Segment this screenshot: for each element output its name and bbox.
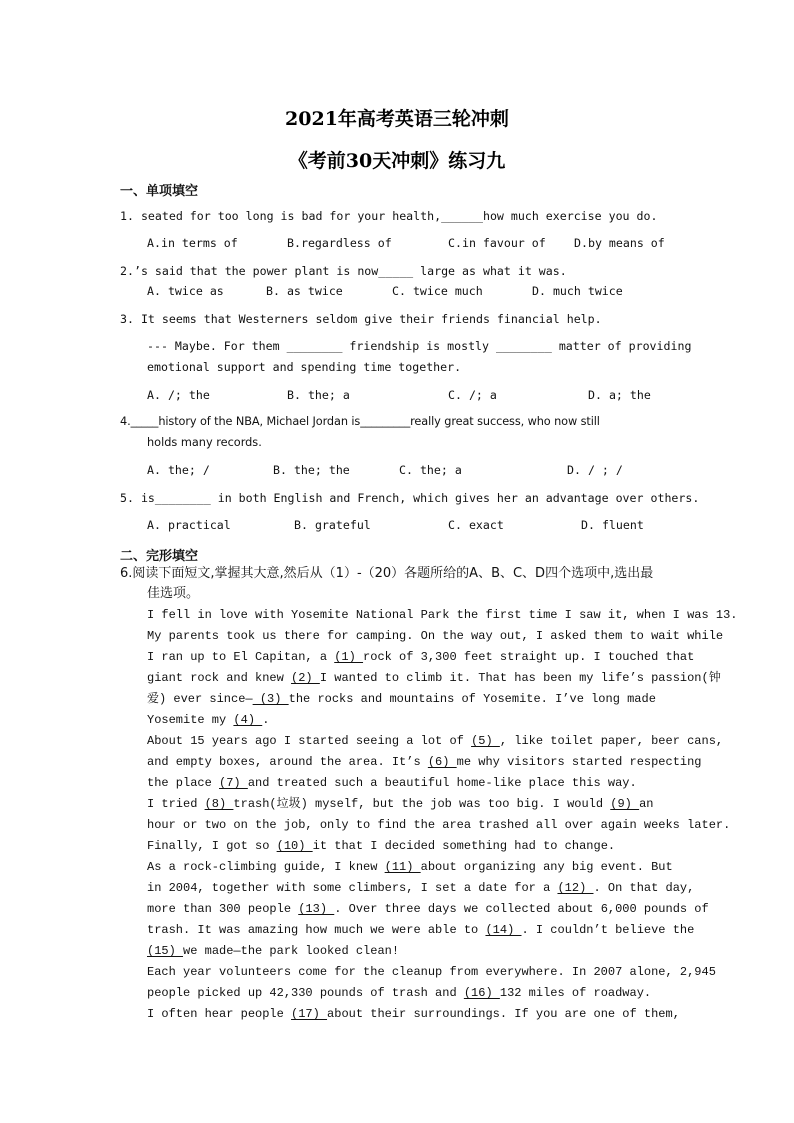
passage-text: I tried xyxy=(147,797,205,811)
passage-line xyxy=(147,734,723,748)
passage-line xyxy=(147,881,694,895)
question-3-stem: 3. It seems that Westerners seldom give their friends financial help. xyxy=(120,312,602,326)
passage-text: I wanted to climb it. That has been my life’s passion(钟 xyxy=(319,671,721,685)
passage-line: Each year volunteers come for the cleanup from everywhere. In 2007 alone, 2,945 xyxy=(147,965,716,979)
blank-10: (10) xyxy=(276,839,313,853)
q2-option-d: D. much twice xyxy=(532,284,623,298)
passage-text: people picked up 42,330 pounds of trash and xyxy=(147,986,464,1000)
q1-option-d: D.by means of xyxy=(574,236,665,250)
q5-option-d: D. fluent xyxy=(581,518,644,532)
q1-option-b: B.regardless of xyxy=(287,236,392,250)
passage-line: My parents took us there for camping. On the way out, I asked them to wait while xyxy=(147,629,724,643)
passage-text: and empty boxes, around the area. It’s xyxy=(147,755,428,769)
q4-option-a: A. the; / xyxy=(147,463,210,477)
document-subtitle: 《考前30天冲刺》练习九 xyxy=(288,150,506,172)
blank-8: (8) xyxy=(204,797,234,811)
passage-text: . I couldn’t believe the xyxy=(521,923,695,937)
passage-text: . On that day, xyxy=(593,881,695,895)
passage-line xyxy=(147,671,721,685)
passage-text: more than 300 people xyxy=(147,902,299,916)
passage-text: it that I decided something had to change. xyxy=(312,839,616,853)
cloze-instructions-line2: 佳选项。 xyxy=(147,586,200,601)
blank-14: (14) xyxy=(485,923,522,937)
passage-text: 爱) ever since— xyxy=(147,692,253,706)
passage-line: I fell in love with Yosemite National Park the first time I saw it, when I was 13. xyxy=(147,608,738,622)
cloze-instructions-line1: 6.阅读下面短文,掌握其大意,然后从（1）-（20）各题所给的A、B、C、D四个选项中,选出最 xyxy=(120,566,654,581)
q5-option-c: C. exact xyxy=(448,518,504,532)
blank-3: (3) xyxy=(252,692,289,706)
q2-option-a: A. twice as xyxy=(147,284,224,298)
q4-option-b: B. the; the xyxy=(273,463,350,477)
passage-text: . Over three days we collected about 6,000 pounds of xyxy=(334,902,709,916)
passage-line: hour or two on the job, only to find the area trashed all over again weeks later. xyxy=(147,818,731,832)
question-3-line2: --- Maybe. For them ________ friendship is mostly ________ matter of providing xyxy=(147,339,692,353)
passage-text: in 2004, together with some climbers, I set a date for a xyxy=(147,881,558,895)
blank-2: (2) xyxy=(291,671,320,685)
passage-text: rock of 3,300 feet straight up. I touched that xyxy=(363,650,695,664)
question-3-line3: emotional support and spending time together. xyxy=(147,360,462,374)
passage-line xyxy=(147,986,651,1000)
passage-text: trash. It was amazing how much we were able to xyxy=(147,923,486,937)
blank-5: (5) xyxy=(471,734,500,748)
q3-option-d: D. a; the xyxy=(588,388,651,402)
q2-option-b: B. as twice xyxy=(266,284,343,298)
q3-option-b: B. the; a xyxy=(287,388,350,402)
blank-13: (13) xyxy=(298,902,335,916)
question-1-stem: 1. seated for too long is bad for your health,______how much exercise you do. xyxy=(120,209,658,223)
q2-option-c: C. twice much xyxy=(392,284,483,298)
blank-4: (4) xyxy=(233,713,263,727)
q1-option-a: A.in terms of xyxy=(147,236,238,250)
passage-text: we made—the park looked clean! xyxy=(183,944,400,958)
passage-text: the place xyxy=(147,776,220,790)
question-2-stem: 2.’s said that the power plant is now_____ large as what it was. xyxy=(120,264,567,278)
passage-text: Yosemite my xyxy=(147,713,234,727)
passage-line xyxy=(147,944,399,958)
passage-text: me why visitors started respecting xyxy=(456,755,702,769)
blank-9: (9) xyxy=(610,797,640,811)
passage-text: giant rock and knew xyxy=(147,671,292,685)
passage-line xyxy=(147,776,637,790)
passage-line xyxy=(147,797,654,811)
passage-text: I often hear people xyxy=(147,1007,292,1021)
passage-line xyxy=(147,923,694,937)
passage-text: trash(垃圾) myself, but the job was too big. I would xyxy=(233,797,611,811)
passage-line xyxy=(147,860,673,874)
passage-text: and treated such a beautiful home-like place this way. xyxy=(247,776,637,790)
passage-text: about their surroundings. If you are one of them, xyxy=(327,1007,680,1021)
blank-11: (11) xyxy=(384,860,421,874)
passage-text: . xyxy=(262,713,270,727)
passage-line xyxy=(147,692,656,706)
blank-1: (1) xyxy=(334,650,364,664)
q5-option-b: B. grateful xyxy=(294,518,371,532)
blank-16: (16) xyxy=(463,986,500,1000)
passage-line xyxy=(147,839,615,853)
passage-line xyxy=(147,1007,680,1021)
question-5-stem: 5. is________ in both English and French, which gives her an advantage over others. xyxy=(120,491,700,505)
passage-text: , like toilet paper, beer cans, xyxy=(499,734,724,748)
q3-option-c: C. /; a xyxy=(448,388,497,402)
q5-option-a: A. practical xyxy=(147,518,231,532)
passage-text: I ran up to El Capitan, a xyxy=(147,650,335,664)
passage-text: About 15 years ago I started seeing a lot of xyxy=(147,734,472,748)
section-heading-cloze: 二、完形填空 xyxy=(120,549,199,564)
blank-6: (6) xyxy=(427,755,457,769)
passage-text: 132 miles of roadway. xyxy=(499,986,652,1000)
passage-text: an xyxy=(639,797,654,811)
passage-text: about organizing any big event. But xyxy=(420,860,673,874)
q3-option-a: A. /; the xyxy=(147,388,210,402)
q1-option-c: C.in favour of xyxy=(448,236,546,250)
question-4-stem: 4._____history of the NBA, Michael Jordan is_________really great success, who now still xyxy=(120,415,600,428)
passage-line xyxy=(147,755,702,769)
section-heading-single-choice: 一、单项填空 xyxy=(120,184,199,199)
document-title: 2021年高考英语三轮冲刺 xyxy=(285,108,509,130)
passage-line xyxy=(147,902,709,916)
passage-text: Finally, I got so xyxy=(147,839,277,853)
passage-line xyxy=(147,650,694,664)
passage-line xyxy=(147,713,269,727)
q4-option-c: C. the; a xyxy=(399,463,462,477)
blank-15: (15) xyxy=(147,944,184,958)
blank-7: (7) xyxy=(219,776,248,790)
question-4-line2: holds many records. xyxy=(147,436,262,449)
blank-17: (17) xyxy=(291,1007,328,1021)
passage-text: As a rock-climbing guide, I knew xyxy=(147,860,385,874)
blank-12: (12) xyxy=(557,881,594,895)
passage-text: the rocks and mountains of Yosemite. I’ve long made xyxy=(288,692,656,706)
q4-option-d: D. / ; / xyxy=(567,463,623,477)
